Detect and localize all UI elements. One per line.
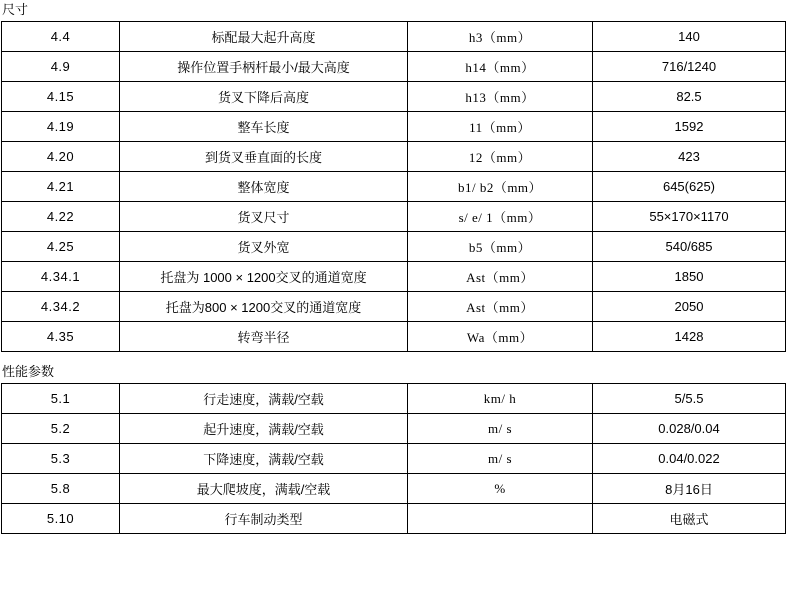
table-row xyxy=(2,474,786,504)
table-row xyxy=(2,112,786,142)
table-row xyxy=(2,414,786,444)
row-code: 4.21 xyxy=(2,172,120,202)
table-row xyxy=(2,384,786,414)
row-description: 转弯半径 xyxy=(120,322,408,352)
table-row xyxy=(2,444,786,474)
row-value: 2050 xyxy=(593,292,786,322)
row-code: 4.34.1 xyxy=(2,262,120,292)
row-description: 整体宽度 xyxy=(120,172,408,202)
row-symbol: Ast（mm） xyxy=(408,292,593,322)
row-description: 到货叉垂直面的长度 xyxy=(120,142,408,172)
row-value: 电磁式 xyxy=(593,504,786,534)
table-row xyxy=(2,504,786,534)
row-code: 5.1 xyxy=(2,384,120,414)
row-symbol: Wa（mm） xyxy=(408,322,593,352)
row-description: 下降速度，满载/空载 xyxy=(120,444,408,474)
table-row xyxy=(2,172,786,202)
section-title-dimensions: 尺寸 xyxy=(2,2,29,17)
row-value: 645(625) xyxy=(593,172,786,202)
row-code: 4.4 xyxy=(2,22,120,52)
row-symbol: h3（mm） xyxy=(408,22,593,52)
row-description: 标配最大起升高度 xyxy=(120,22,408,52)
dimensions-table xyxy=(1,21,786,352)
row-description: 托盘为 1000 × 1200交叉的通道宽度 xyxy=(120,262,408,292)
row-value: 1428 xyxy=(593,322,786,352)
row-description: 起升速度，满载/空载 xyxy=(120,414,408,444)
row-code: 4.9 xyxy=(2,52,120,82)
row-code: 4.19 xyxy=(2,112,120,142)
section-gap xyxy=(0,352,786,362)
row-code: 5.8 xyxy=(2,474,120,504)
row-value: 55×170×1170 xyxy=(593,202,786,232)
table-row xyxy=(2,322,786,352)
row-code: 4.34.2 xyxy=(2,292,120,322)
row-description: 操作位置手柄杆最小/最大高度 xyxy=(120,52,408,82)
row-value: 0.028/0.04 xyxy=(593,414,786,444)
row-description: 整车长度 xyxy=(120,112,408,142)
row-description: 托盘为800 × 1200交叉的通道宽度 xyxy=(120,292,408,322)
section-title-performance: 性能参数 xyxy=(2,364,55,379)
row-code: 5.2 xyxy=(2,414,120,444)
table-row xyxy=(2,22,786,52)
row-value: 82.5 xyxy=(593,82,786,112)
row-symbol: % xyxy=(408,474,593,504)
row-code: 4.35 xyxy=(2,322,120,352)
performance-table xyxy=(1,383,786,534)
row-value: 140 xyxy=(593,22,786,52)
row-description: 货叉外宽 xyxy=(120,232,408,262)
row-code: 4.25 xyxy=(2,232,120,262)
row-code: 4.15 xyxy=(2,82,120,112)
table-row xyxy=(2,202,786,232)
table-row xyxy=(2,82,786,112)
table-row xyxy=(2,52,786,82)
row-description: 最大爬坡度，满载/空载 xyxy=(120,474,408,504)
row-value: 1592 xyxy=(593,112,786,142)
table-row xyxy=(2,232,786,262)
row-symbol: s/ e/ 1（mm） xyxy=(408,202,593,232)
row-value: 716/1240 xyxy=(593,52,786,82)
row-description: 行车制动类型 xyxy=(120,504,408,534)
row-code: 5.3 xyxy=(2,444,120,474)
row-value: 5/5.5 xyxy=(593,384,786,414)
row-code: 4.20 xyxy=(2,142,120,172)
row-value: 423 xyxy=(593,142,786,172)
row-symbol: km/ h xyxy=(408,384,593,414)
row-symbol: m/ s xyxy=(408,444,593,474)
row-description: 货叉尺寸 xyxy=(120,202,408,232)
row-description: 货叉下降后高度 xyxy=(120,82,408,112)
row-symbol: h14（mm） xyxy=(408,52,593,82)
row-symbol: Ast（mm） xyxy=(408,262,593,292)
row-symbol: 11（mm） xyxy=(408,112,593,142)
row-value: 0.04/0.022 xyxy=(593,444,786,474)
table-row xyxy=(2,142,786,172)
row-symbol: b5（mm） xyxy=(408,232,593,262)
row-value: 1850 xyxy=(593,262,786,292)
row-symbol: b1/ b2（mm） xyxy=(408,172,593,202)
table-row xyxy=(2,262,786,292)
table-row xyxy=(2,292,786,322)
row-value: 540/685 xyxy=(593,232,786,262)
row-symbol: m/ s xyxy=(408,414,593,444)
row-symbol xyxy=(408,504,593,534)
row-symbol: 12（mm） xyxy=(408,142,593,172)
row-code: 4.22 xyxy=(2,202,120,232)
row-description: 行走速度，满载/空载 xyxy=(120,384,408,414)
row-value: 8月16日 xyxy=(593,474,786,504)
row-code: 5.10 xyxy=(2,504,120,534)
row-symbol: h13（mm） xyxy=(408,82,593,112)
